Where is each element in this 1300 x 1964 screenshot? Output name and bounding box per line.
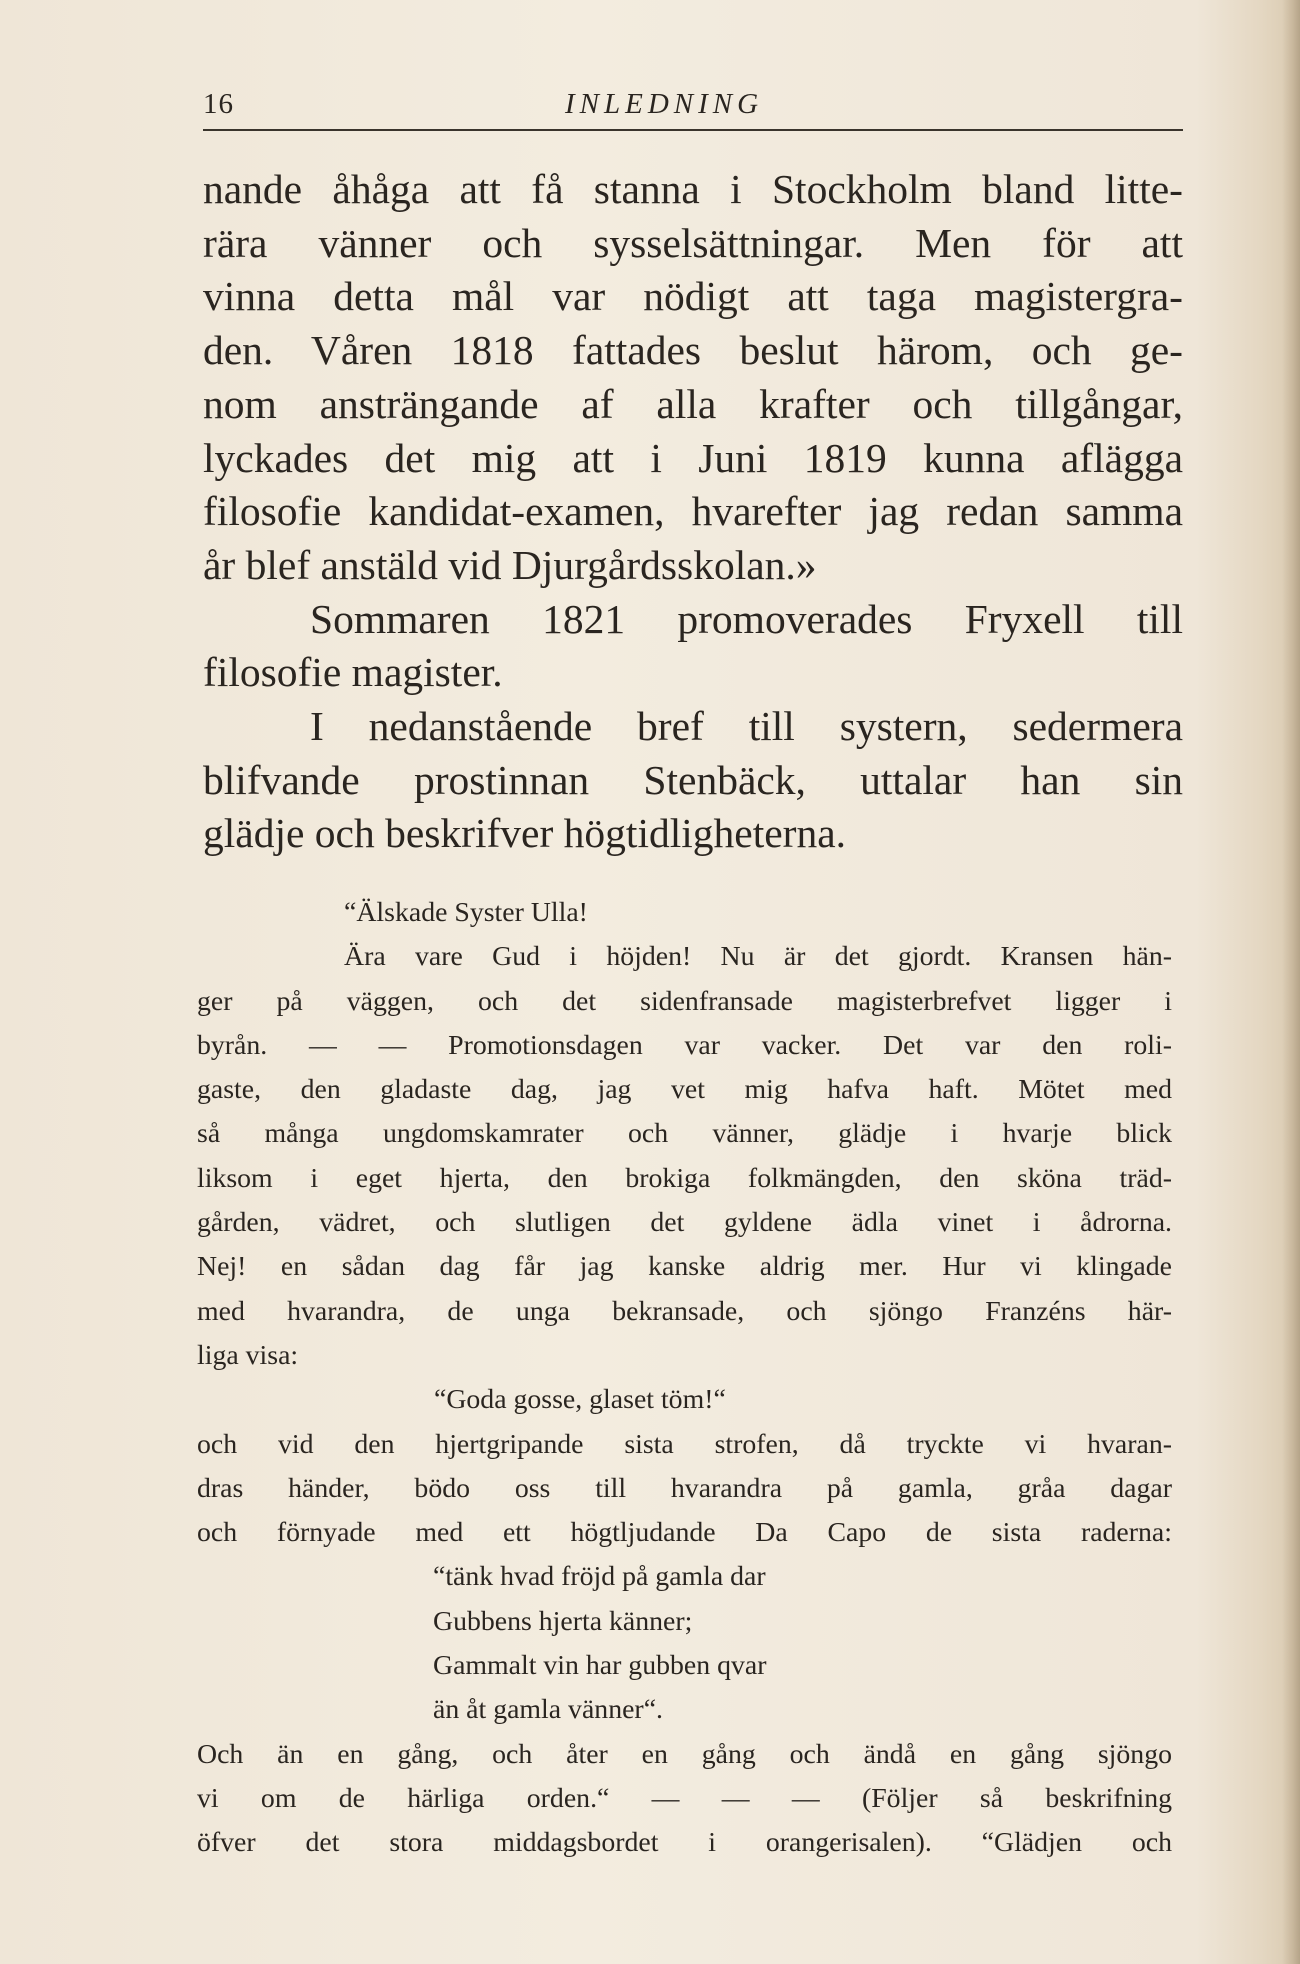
letter-verse-line: än åt gamla vänner“. (433, 1694, 663, 1726)
letter-line: gaste, den gladaste dag, jag vet mig hafva haft. Mötet med (197, 1074, 1172, 1106)
text-line: rära vänner och sysselsättningar. Men för att (203, 219, 1183, 266)
page-header (203, 88, 1183, 128)
letter-verse-line: “tänk hvad fröjd på gamla dar (433, 1561, 766, 1593)
text-line: den. Våren 1818 fattades beslut härom, och ge- (203, 327, 1183, 374)
letter-verse-line: Gammalt vin har gubben qvar (433, 1650, 767, 1682)
letter-line: byrån. — — Promotionsdagen var vacker. Det var den roli- (197, 1029, 1172, 1061)
text-line: blifvande prostinnan Stenbäck, uttalar han sin (203, 756, 1183, 803)
text-line: filosofie magister. (203, 649, 503, 696)
page-number: 16 (203, 88, 234, 120)
running-title: INLEDNING (565, 88, 764, 120)
body-text (203, 163, 1183, 861)
text-line: Sommaren 1821 promoverades Fryxell till (310, 595, 1183, 642)
letter-line: gården, vädret, och slutligen det gyldene ädla vinet i ådrorna. (197, 1207, 1172, 1239)
text-line: I nedanstående bref till systern, sedermera (310, 703, 1183, 750)
letter-line: och vid den hjertgripande sista strofen, då tryckte vi hvaran- (197, 1428, 1172, 1460)
letter-line: Ära vare Gud i höjden! Nu är det gjordt. Kransen hän- (344, 941, 1172, 973)
page-edge-shadow (1282, 0, 1300, 1964)
letter-line: liksom i eget hjerta, den brokiga folkmängden, den sköna träd- (197, 1162, 1172, 1194)
letter-verse-line: Gubbens hjerta känner; (433, 1605, 693, 1637)
letter-line: Nej! en sådan dag får jag kanske aldrig mer. Hur vi klingade (197, 1251, 1172, 1283)
letter-line: så många ungdomskamrater och vänner, glädje i hvarje blick (197, 1118, 1172, 1150)
letter-line: öfver det stora middagsbordet i orangerisalen). “Glädjen och (197, 1827, 1172, 1859)
text-line: nande åhåga att få stanna i Stockholm bland litte- (203, 166, 1183, 212)
text-line: vinna detta mål var nödigt att taga magistergra- (203, 273, 1183, 320)
letter-line: Och än en gång, och åter en gång och ändå en gång sjöngo (197, 1738, 1172, 1770)
letter-line: vi om de härliga orden.“ — — — (Följer så beskrifning (197, 1782, 1172, 1814)
letter-line: ger på väggen, och det sidenfransade magisterbrefvet ligger i (197, 985, 1172, 1017)
text-line: nom ansträngande af alla krafter och tillgångar, (203, 380, 1183, 427)
letter-line: liga visa: (197, 1339, 299, 1371)
quoted-letter (197, 891, 1172, 1866)
letter-line: dras händer, bödo oss till hvarandra på gamla, gråa dagar (197, 1472, 1172, 1504)
header-rule (203, 129, 1183, 131)
letter-line: med hvarandra, de unga bekransade, och sjöngo Franzéns här- (197, 1295, 1172, 1327)
text-line: filosofie kandidat-examen, hvarefter jag redan samma (203, 488, 1183, 535)
letter-verse-line: “Goda gosse, glaset töm!“ (434, 1384, 726, 1416)
letter-salutation: “Älskade Syster Ulla! (344, 897, 588, 928)
text-line: lyckades det mig att i Juni 1819 kunna aflägga (203, 434, 1183, 481)
letter-line: och förnyade med ett högtljudande Da Capo de sista raderna: (197, 1517, 1172, 1549)
text-line: glädje och beskrifver högtidligheterna. (203, 810, 847, 857)
text-line: år blef anstäld vid Djurgårdsskolan.» (203, 541, 817, 588)
